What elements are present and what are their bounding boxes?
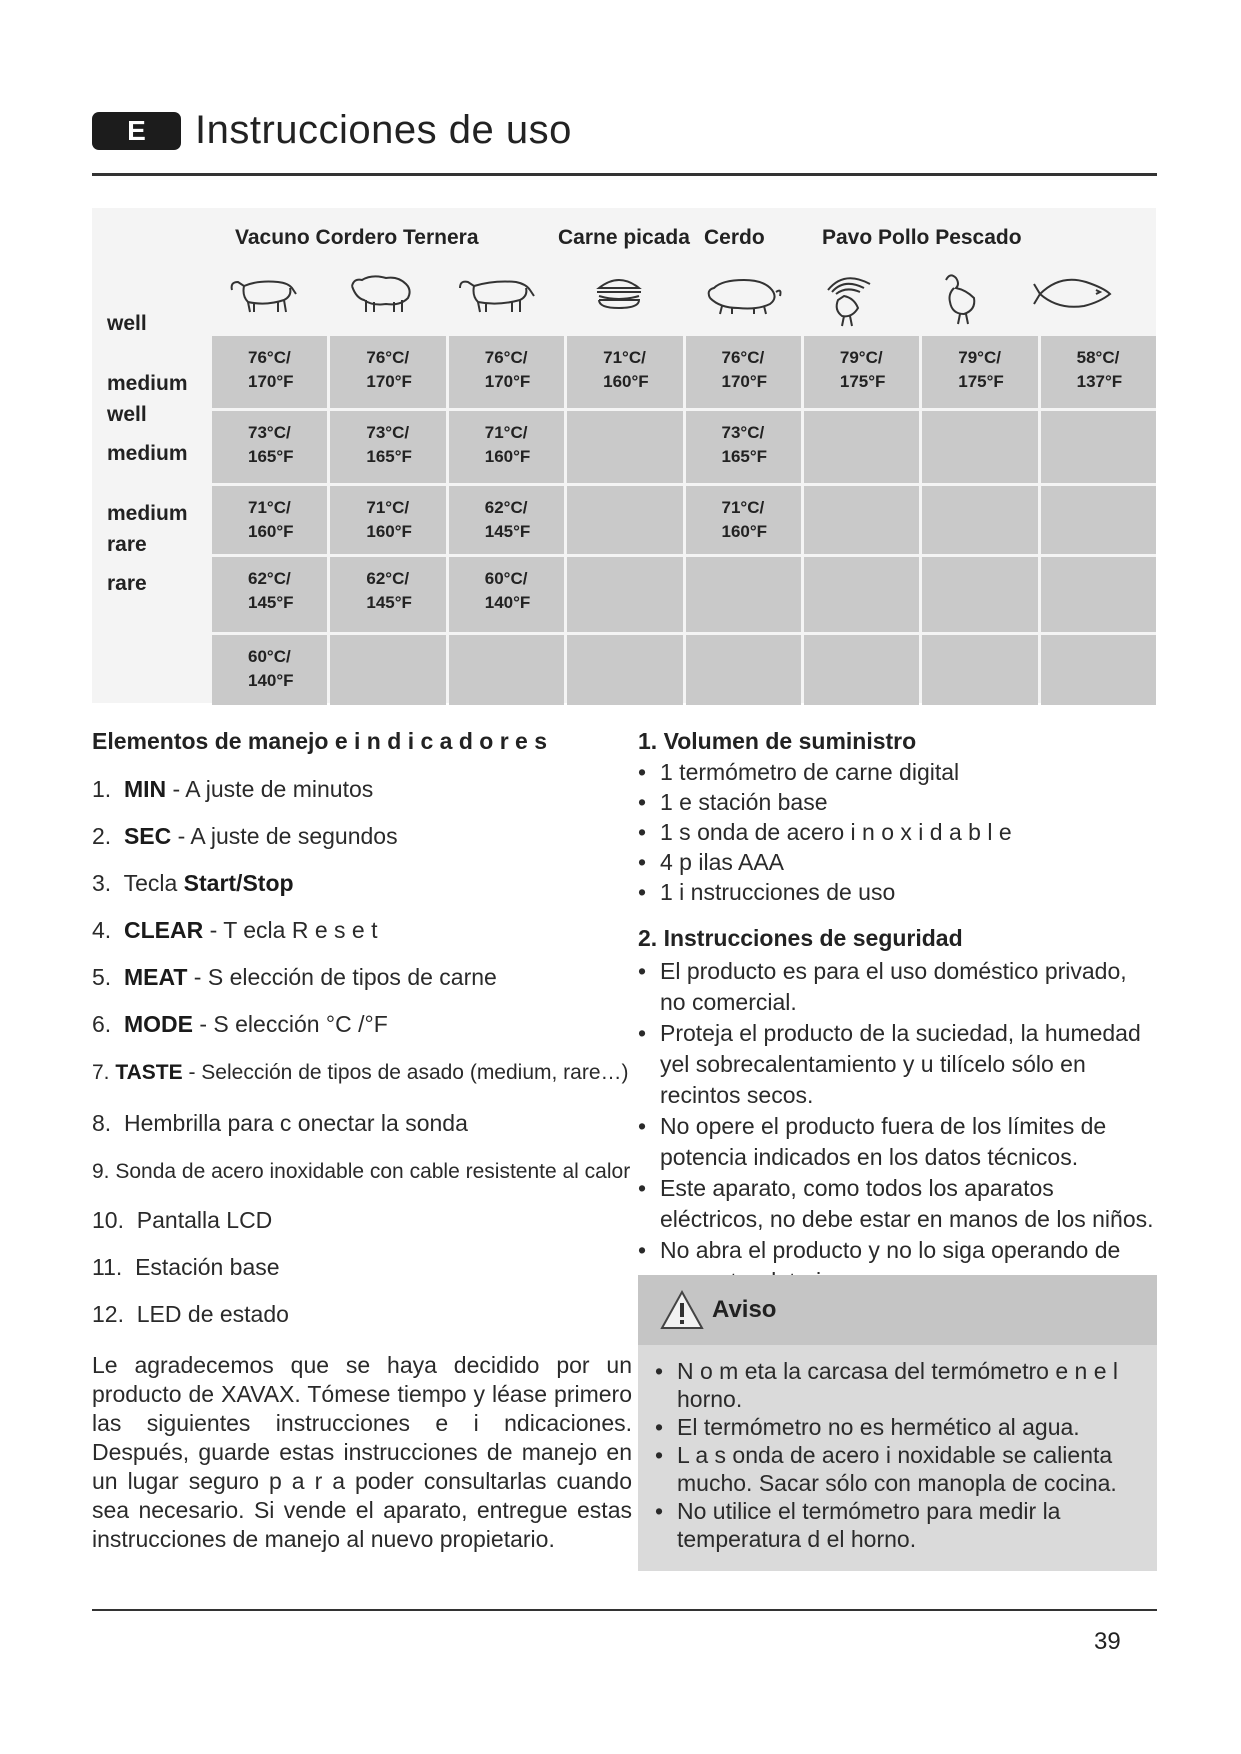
row-label-medium-rare: medium rare [107,502,188,556]
row-label-medium-well: medium well [107,372,188,426]
warning-box [638,1275,1157,1571]
supply-title: 1. Volumen de suministro [638,728,917,754]
row-label-medium: medium [107,442,188,465]
list-item: • L a s onda de acero i noxidable se calienta mucho. Sacar sólo con manopla de cocina. [655,1441,1150,1497]
table-cell [922,557,1037,632]
column-group-pork: Cerdo [704,226,765,249]
table-cell [567,411,682,483]
row-label-rare: rare [107,572,147,595]
page-number: 39 [1094,1628,1121,1655]
table-cell: 73°C/ 165°F [212,411,327,483]
doneness-table [92,208,1156,703]
fish-icon [1030,268,1120,318]
list-item: • 1 e stación base [638,787,1158,817]
table-cell [1041,411,1156,483]
column-group-poultry-fish: Pavo Pollo Pescado [822,226,1022,249]
turkey-icon [814,268,884,328]
table-cell [567,635,682,705]
table-cell: 62°C/ 145°F [212,557,327,632]
list-item: • El producto es para el uso doméstico privado, no comercial. [638,956,1158,1018]
language-badge: E [92,112,181,150]
list-item: • 4 p ilas AAA [638,847,1158,877]
list-item: • 1 i nstrucciones de uso [638,877,1158,907]
list-item: 9. Sonda de acero inoxidable con cable resistente al calor [92,1160,631,1183]
list-item: • 1 s onda de acero i n o x i d a b l e [638,817,1158,847]
list-item: 6. MODE - S elección °C /°F [92,1011,388,1037]
table-cell: 79°C/ 175°F [922,336,1037,408]
safety-title: 2. Instrucciones de seguridad [638,925,963,951]
table-cell [804,411,919,483]
intro-paragraph: Le agradecemos que se haya decidido por un producto de XAVAX. Tómese tiempo y léase primero las siguientes instrucciones e i ndicaciones. Después, guarde estas instrucciones de manejo en un lugar seguro p a r a poder consultarlas cuando sea necesario. Si vende el aparato, entregue estas instrucciones de manejo al nuevo propietario. [92,1352,632,1552]
table-cell: 79°C/ 175°F [804,336,919,408]
controls-section [92,728,632,1552]
controls-title: Elementos de manejo e i n d i c a d o r e s [92,728,548,754]
burger-icon [589,268,649,318]
list-item: 11. Estación base [92,1254,280,1280]
list-item: 1. MIN - A juste de minutos [92,776,374,802]
table-cell: 60°C/ 140°F [449,557,564,632]
table-cell [330,635,445,705]
list-item: • Este aparato, como todos los aparatos eléctricos, no debe estar en manos de los niños. [638,1173,1158,1235]
list-item: • 1 termómetro de carne digital [638,757,1158,787]
list-item: 3. Tecla Start/Stop [92,870,294,896]
table-cell: 58°C/ 137°F [1041,336,1156,408]
temperature-grid [212,336,1156,703]
table-cell: 73°C/ 165°F [686,411,801,483]
table-cell: 71°C/ 160°F [449,411,564,483]
header-divider [92,173,1157,176]
warning-header [638,1275,1157,1345]
table-cell: 62°C/ 145°F [449,486,564,554]
table-cell: 76°C/ 170°F [449,336,564,408]
sheep-icon [342,268,422,318]
table-cell: 76°C/ 170°F [330,336,445,408]
list-item: 7. TASTE - Selección de tipos de asado (medium, rare…) [92,1061,629,1084]
row-label-well: well [107,312,147,335]
table-cell [922,635,1037,705]
table-cell [804,486,919,554]
table-cell [567,486,682,554]
table-cell [1041,635,1156,705]
table-cell: 71°C/ 160°F [212,486,327,554]
list-item: • No abra el producto y no lo siga operando de [638,1235,1158,1297]
column-group-beef-lamb-veal: Vacuno Cordero Ternera [235,226,479,249]
list-item: • N o m eta la carcasa del termómetro e n e l horno. [655,1357,1150,1413]
footer-divider [92,1609,1157,1611]
chicken-icon [930,268,990,328]
table-cell [686,557,801,632]
table-cell [922,411,1037,483]
page-header [92,108,572,153]
table-cell [1041,486,1156,554]
table-cell [804,557,919,632]
table-cell: 60°C/ 140°F [212,635,327,705]
table-cell [804,635,919,705]
list-item: 2. SEC - A juste de segundos [92,823,398,849]
supply-list [638,757,1158,907]
list-item: 4. CLEAR - T ecla R e s e t [92,917,378,943]
list-item: 12. LED de estado [92,1301,289,1327]
table-cell: 76°C/ 170°F [686,336,801,408]
table-cell [1041,557,1156,632]
table-cell: 71°C/ 160°F [330,486,445,554]
pig-icon [698,268,788,318]
table-cell [686,635,801,705]
list-item: 5. MEAT - S elección de tipos de carne [92,964,497,990]
list-item: 10. Pantalla LCD [92,1207,273,1233]
safety-list [638,956,1158,1297]
list-item: 8. Hembrilla para c onectar la sonda [92,1110,468,1136]
list-item: • El termómetro no es hermético al agua. [655,1413,1150,1441]
list-item: • No utilice el termómetro para medir la temperatura d el horno. [655,1497,1150,1553]
table-cell: 73°C/ 165°F [330,411,445,483]
info-section [638,728,1158,1297]
table-cell: 71°C/ 160°F [686,486,801,554]
table-cell [567,557,682,632]
table-cell [922,486,1037,554]
calf-icon [454,268,544,318]
table-cell [449,635,564,705]
table-cell: 62°C/ 145°F [330,557,445,632]
cow-icon [224,268,304,318]
list-item: • No opere el producto fuera de los límites de potencia indicados en los datos técnicos. [638,1111,1158,1173]
list-item: • Proteja el producto de la suciedad, la humedad yel sobrecalentamiento y u tilícelo sólo en recintos secos. [638,1018,1158,1111]
warning-list [655,1357,1150,1553]
table-cell: 76°C/ 170°F [212,336,327,408]
column-group-minced-meat: Carne picada [558,226,690,249]
warning-triangle-icon [658,1288,706,1332]
page-title: Instrucciones de uso [195,108,572,152]
table-cell: 71°C/ 160°F [567,336,682,408]
warning-title: Aviso [712,1296,777,1323]
